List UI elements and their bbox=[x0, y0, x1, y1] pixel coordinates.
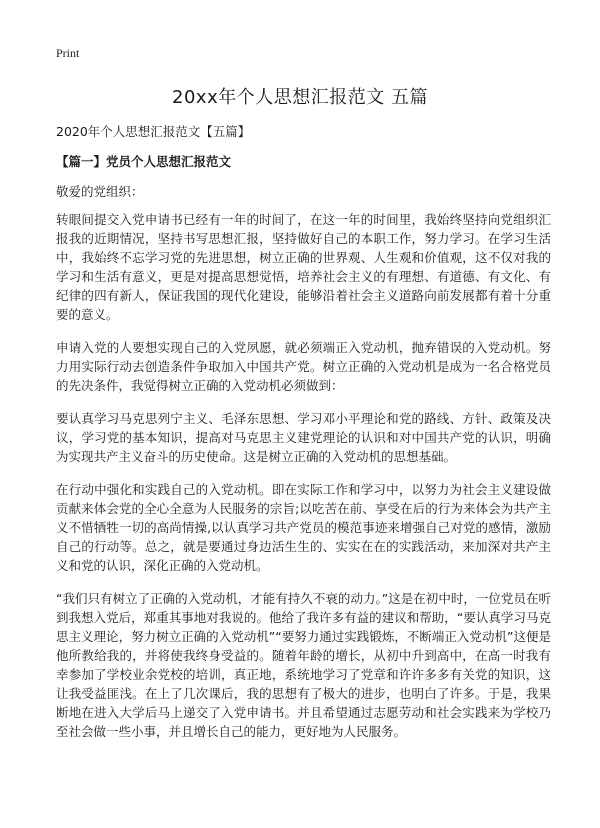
paragraph: “我们只有树立了正确的入党动机，才能有持久不衰的动力。”这是在初中时，一位党员在听到我想入党后，郑重其事地对我说的。他给了我许多有益的建议和帮助，“要认真学习马克思主义理论，努力树立正确的入党动机”“要努力通过实践锻炼，不断端正入党动机”这便是他所教给我的，并将使我终身受益的。随着年龄的增长，从初中升到高中，在高一时我有幸参加了学校业余党校的培训，真正地，系统地学习了党章和许许多多有关党的知识，这让我受益匪浅。在上了几次课后，我的思想有了极大的进步，也明白了许多。于是，我果断地在进入大学后马上递交了入党申请书。并且希望通过志愿劳动和社会实践来为学校乃至社会做一些小事，并且增长自己的能力，更好地为人民服务。 bbox=[56, 591, 551, 739]
salutation: 敬爱的党组织： bbox=[56, 184, 144, 199]
paragraph: 转眼间提交入党申请书已经有一年的时间了，在这一年的时间里，我始终坚持向党组织汇报我的近期情况，坚持书写思想汇报，坚持做好自己的本职工作，努力学习。在学习生活中，我始终不忘学习党的先进思想，树立正确的世界观、人生观和价值观，这不仅对我的学习和生活有意义，更是对提高思想觉悟，培养社会主义的有理想、有道德、有文化、有纪律的四有新人，保证我国的现代化建设，能够沿着社会主义道路向前发展都有着十分重要的意义。 bbox=[56, 212, 551, 322]
print-label: Print bbox=[56, 46, 80, 60]
document-title: 20xx年个人思想汇报范文 五篇 bbox=[172, 87, 428, 108]
paragraph: 在行动中强化和实践自己的入党动机。即在实际工作和学习中，以努力为社会主义建设做贡献来体会党的全心全意为人民服务的宗旨;以吃苦在前、享受在后的行为来体会为共产主义不惜牺牲一切的高尚情操,以认真学习共产党员的模范事迹来增强自己对党的感情，激励自己的行动等。总之，就是要通过身边活生生的、实实在在的实践活动，来加深对共产主义和党的认识，深化正确的入党动机。 bbox=[56, 482, 551, 573]
paragraph: 要认真学习马克思列宁主义、毛泽东思想、学习邓小平理论和党的路线、方针、政策及决议，学习党的基本知识，提高对马克思主义建党理论的认识和对中国共产党的认识，明确为实现共产主义奋斗的历史使命。这是树立正确的入党动机的思想基础。 bbox=[56, 411, 551, 464]
body-text bbox=[56, 210, 551, 755]
section-heading: 【篇一】党员个人思想汇报范文 bbox=[56, 154, 232, 169]
paragraph: 申请入党的人要想实现自己的入党夙愿，就必须端正入党动机，抛弃错误的入党动机。努力用实际行动去创造条件争取加入中国共产党。树立正确的入党动机是成为一名合格党员的先决条件，我觉得树立正确的入党动机必须做到： bbox=[56, 340, 551, 393]
document-subtitle: 2020年个人思想汇报范文【五篇】 bbox=[56, 124, 251, 139]
